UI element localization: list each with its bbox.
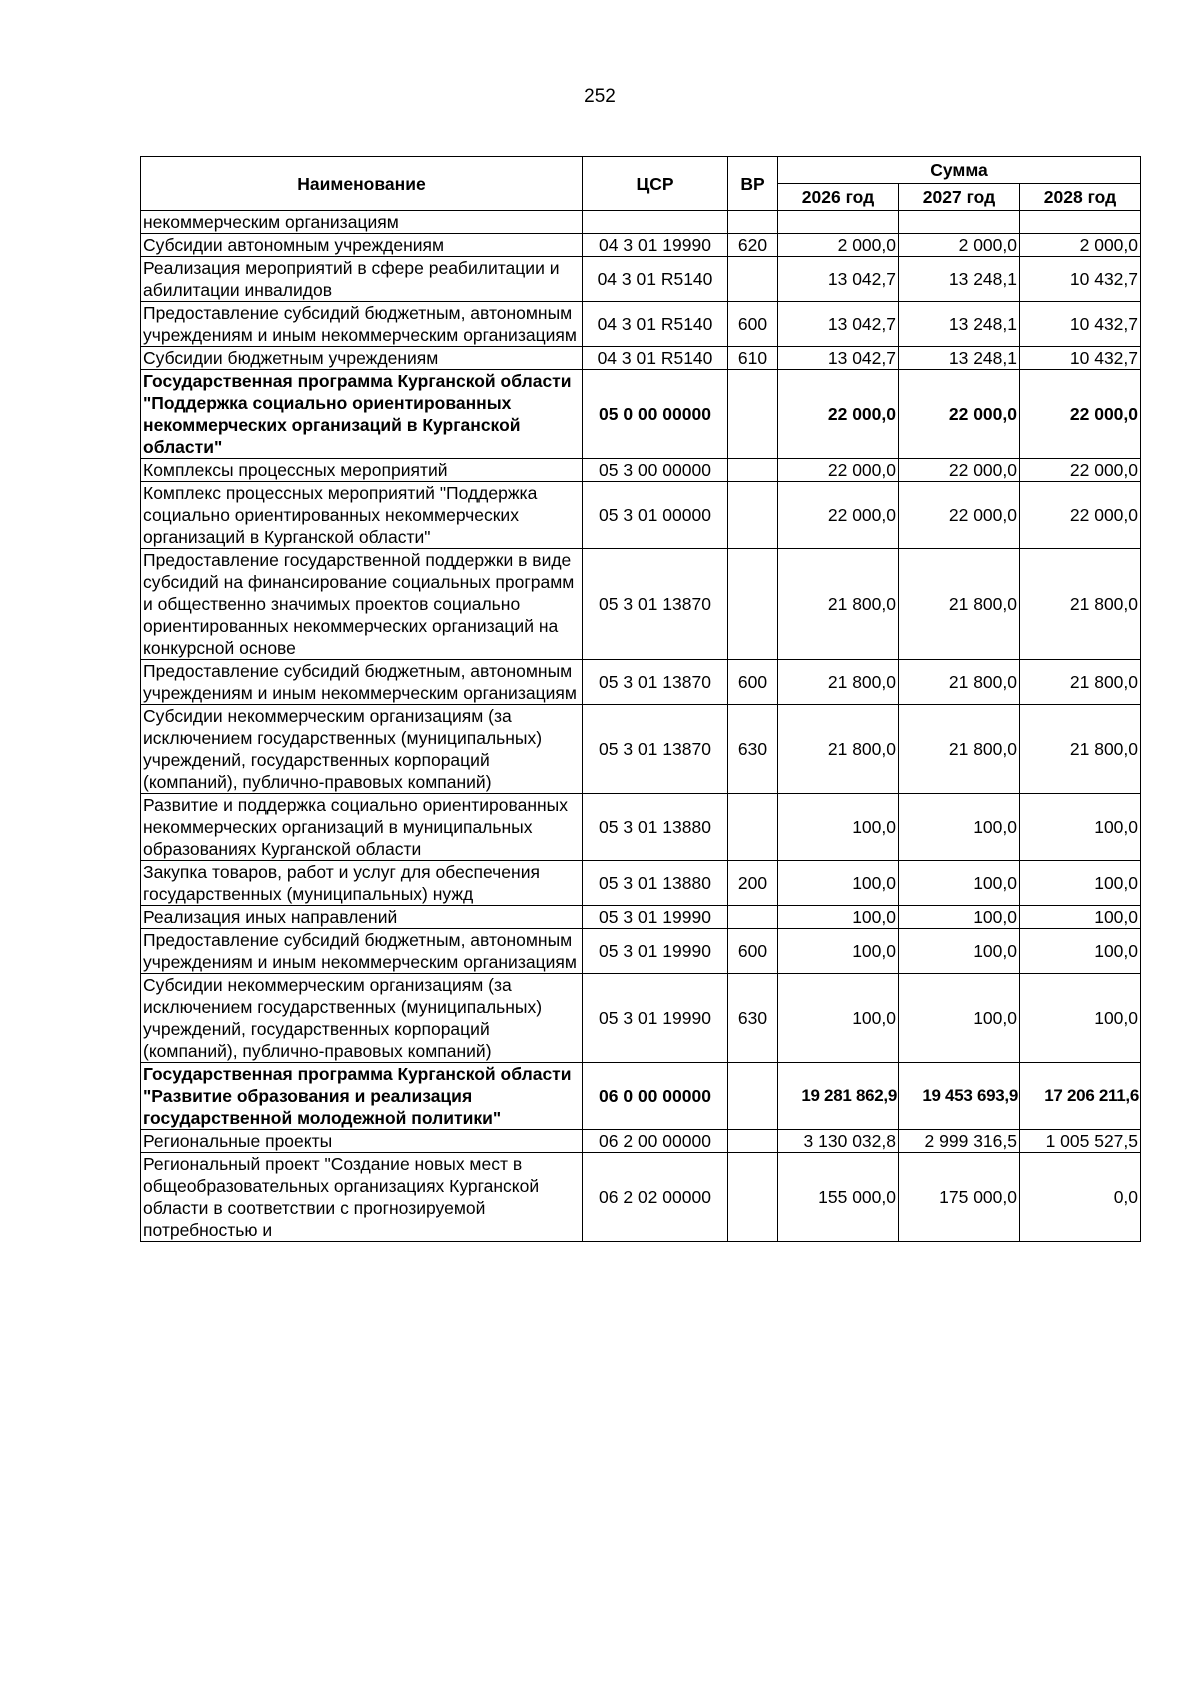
cell-2026: 13 042,7 (778, 257, 899, 302)
cell-2028 (1020, 211, 1141, 234)
cell-csr: 05 3 01 19990 (583, 906, 728, 929)
cell-2028: 100,0 (1020, 929, 1141, 974)
table-header (141, 157, 1141, 211)
table-row (141, 257, 1141, 302)
cell-name: Закупка товаров, работ и услуг для обеспечения государственных (муниципальных) нужд (141, 861, 583, 906)
cell-vr (728, 549, 778, 660)
cell-csr: 05 3 01 13870 (583, 705, 728, 794)
cell-2026 (778, 211, 899, 234)
cell-2027: 100,0 (899, 861, 1020, 906)
cell-2027: 21 800,0 (899, 660, 1020, 705)
cell-csr: 05 3 01 19990 (583, 929, 728, 974)
table-row (141, 549, 1141, 660)
cell-2028: 100,0 (1020, 906, 1141, 929)
cell-2026: 22 000,0 (778, 482, 899, 549)
table-row (141, 1130, 1141, 1153)
cell-name: Предоставление государственной поддержки в виде субсидий на финансирование социальных программ и общественно значимых проектов социально ориентированных некоммерческих организаций на конкурсной основе (141, 549, 583, 660)
cell-vr: 610 (728, 347, 778, 370)
header-sum: Сумма (778, 157, 1141, 184)
cell-2028: 0,0 (1020, 1153, 1141, 1242)
table-row (141, 302, 1141, 347)
cell-csr: 05 3 01 13880 (583, 861, 728, 906)
cell-2028: 100,0 (1020, 974, 1141, 1063)
cell-name: Субсидии автономным учреждениям (141, 234, 583, 257)
cell-2027: 22 000,0 (899, 459, 1020, 482)
table-row (141, 211, 1141, 234)
cell-csr: 04 3 01 19990 (583, 234, 728, 257)
header-year-2026: 2026 год (778, 184, 899, 211)
cell-2027: 100,0 (899, 794, 1020, 861)
cell-vr (728, 1063, 778, 1130)
cell-2026: 100,0 (778, 861, 899, 906)
cell-2026: 3 130 032,8 (778, 1130, 899, 1153)
cell-vr: 600 (728, 660, 778, 705)
cell-2027: 2 000,0 (899, 234, 1020, 257)
table-row (141, 861, 1141, 906)
table-body (141, 211, 1141, 1242)
cell-csr (583, 211, 728, 234)
cell-vr (728, 482, 778, 549)
cell-2026: 155 000,0 (778, 1153, 899, 1242)
table-row (141, 906, 1141, 929)
cell-vr: 600 (728, 929, 778, 974)
cell-csr: 05 3 00 00000 (583, 459, 728, 482)
cell-2027 (899, 211, 1020, 234)
cell-2028: 21 800,0 (1020, 705, 1141, 794)
cell-name: Развитие и поддержка социально ориентированных некоммерческих организаций в муниципальных образованиях Курганской области (141, 794, 583, 861)
cell-csr: 04 3 01 R5140 (583, 302, 728, 347)
budget-table (140, 156, 1141, 1242)
cell-2027: 100,0 (899, 929, 1020, 974)
cell-vr: 630 (728, 705, 778, 794)
cell-2027: 100,0 (899, 906, 1020, 929)
cell-2028: 10 432,7 (1020, 347, 1141, 370)
cell-csr: 06 0 00 00000 (583, 1063, 728, 1130)
cell-2027: 2 999 316,5 (899, 1130, 1020, 1153)
cell-name: Комплекс процессных мероприятий "Поддержка социально ориентированных некоммерческих организаций в Курганской области" (141, 482, 583, 549)
cell-name: Субсидии бюджетным учреждениям (141, 347, 583, 370)
table-row (141, 929, 1141, 974)
cell-vr: 200 (728, 861, 778, 906)
cell-2026: 22 000,0 (778, 370, 899, 459)
cell-name: Реализация иных направлений (141, 906, 583, 929)
table-row (141, 370, 1141, 459)
cell-vr (728, 794, 778, 861)
table-row (141, 705, 1141, 794)
cell-2027: 22 000,0 (899, 482, 1020, 549)
cell-2026: 22 000,0 (778, 459, 899, 482)
cell-csr: 05 3 01 19990 (583, 974, 728, 1063)
cell-vr (728, 1153, 778, 1242)
cell-2027: 21 800,0 (899, 549, 1020, 660)
table-row (141, 974, 1141, 1063)
cell-2028: 2 000,0 (1020, 234, 1141, 257)
header-year-2028: 2028 год (1020, 184, 1141, 211)
header-vr: ВР (728, 157, 778, 211)
cell-2028: 21 800,0 (1020, 549, 1141, 660)
cell-vr (728, 1130, 778, 1153)
table-row (141, 1153, 1141, 1242)
cell-name: Субсидии некоммерческим организациям (за исключением государственных (муниципальных) учреждений, государственных корпораций (компаний), публично-правовых компаний) (141, 705, 583, 794)
cell-2027: 19 453 693,9 (899, 1063, 1020, 1130)
cell-2028: 100,0 (1020, 794, 1141, 861)
cell-name: Государственная программа Курганской области "Развитие образования и реализация государственной молодежной политики" (141, 1063, 583, 1130)
cell-name: Предоставление субсидий бюджетным, автономным учреждениям и иным некоммерческим организациям (141, 660, 583, 705)
cell-name: Комплексы процессных мероприятий (141, 459, 583, 482)
header-name: Наименование (141, 157, 583, 211)
cell-2028: 22 000,0 (1020, 459, 1141, 482)
cell-2026: 19 281 862,9 (778, 1063, 899, 1130)
cell-csr: 06 2 02 00000 (583, 1153, 728, 1242)
cell-csr: 05 3 01 00000 (583, 482, 728, 549)
cell-2026: 13 042,7 (778, 347, 899, 370)
cell-vr (728, 370, 778, 459)
cell-2028: 1 005 527,5 (1020, 1130, 1141, 1153)
cell-2026: 100,0 (778, 906, 899, 929)
table-row (141, 234, 1141, 257)
cell-csr: 06 2 00 00000 (583, 1130, 728, 1153)
cell-2028: 10 432,7 (1020, 257, 1141, 302)
page-number: 252 (584, 86, 616, 107)
header-year-2027: 2027 год (899, 184, 1020, 211)
cell-2026: 100,0 (778, 974, 899, 1063)
table-row (141, 660, 1141, 705)
cell-name: Региональные проекты (141, 1130, 583, 1153)
cell-name: Предоставление субсидий бюджетным, автономным учреждениям и иным некоммерческим организациям (141, 929, 583, 974)
cell-name: Субсидии некоммерческим организациям (за исключением государственных (муниципальных) учреждений, государственных корпораций (компаний), публично-правовых компаний) (141, 974, 583, 1063)
cell-2028: 22 000,0 (1020, 482, 1141, 549)
table-row (141, 459, 1141, 482)
cell-vr (728, 211, 778, 234)
cell-name: Государственная программа Курганской области "Поддержка социально ориентированных некоммерческих организаций в Курганской области" (141, 370, 583, 459)
cell-csr: 04 3 01 R5140 (583, 347, 728, 370)
cell-2027: 100,0 (899, 974, 1020, 1063)
header-csr: ЦСР (583, 157, 728, 211)
cell-2027: 175 000,0 (899, 1153, 1020, 1242)
cell-vr: 620 (728, 234, 778, 257)
cell-2028: 21 800,0 (1020, 660, 1141, 705)
cell-2027: 13 248,1 (899, 257, 1020, 302)
cell-2027: 22 000,0 (899, 370, 1020, 459)
cell-vr (728, 459, 778, 482)
table-row (141, 794, 1141, 861)
cell-vr (728, 906, 778, 929)
cell-2028: 17 206 211,6 (1020, 1063, 1141, 1130)
cell-2028: 22 000,0 (1020, 370, 1141, 459)
table-row (141, 1063, 1141, 1130)
cell-name: Предоставление субсидий бюджетным, автономным учреждениям и иным некоммерческим организациям (141, 302, 583, 347)
cell-2027: 13 248,1 (899, 347, 1020, 370)
cell-2026: 13 042,7 (778, 302, 899, 347)
cell-name: некоммерческим организациям (141, 211, 583, 234)
cell-2026: 21 800,0 (778, 705, 899, 794)
cell-vr: 600 (728, 302, 778, 347)
cell-csr: 04 3 01 R5140 (583, 257, 728, 302)
cell-vr: 630 (728, 974, 778, 1063)
cell-2026: 100,0 (778, 929, 899, 974)
cell-2026: 2 000,0 (778, 234, 899, 257)
cell-2026: 100,0 (778, 794, 899, 861)
cell-name: Реализация мероприятий в сфере реабилитации и абилитации инвалидов (141, 257, 583, 302)
cell-csr: 05 3 01 13870 (583, 549, 728, 660)
cell-name: Региональный проект "Создание новых мест в общеобразовательных организациях Курганской области в соответствии с прогнозируемой потребностью и (141, 1153, 583, 1242)
cell-vr (728, 257, 778, 302)
cell-2026: 21 800,0 (778, 660, 899, 705)
cell-csr: 05 3 01 13870 (583, 660, 728, 705)
cell-2028: 100,0 (1020, 861, 1141, 906)
table-row (141, 482, 1141, 549)
cell-2027: 13 248,1 (899, 302, 1020, 347)
cell-2026: 21 800,0 (778, 549, 899, 660)
cell-csr: 05 0 00 00000 (583, 370, 728, 459)
cell-csr: 05 3 01 13880 (583, 794, 728, 861)
table-row (141, 347, 1141, 370)
cell-2027: 21 800,0 (899, 705, 1020, 794)
cell-2028: 10 432,7 (1020, 302, 1141, 347)
